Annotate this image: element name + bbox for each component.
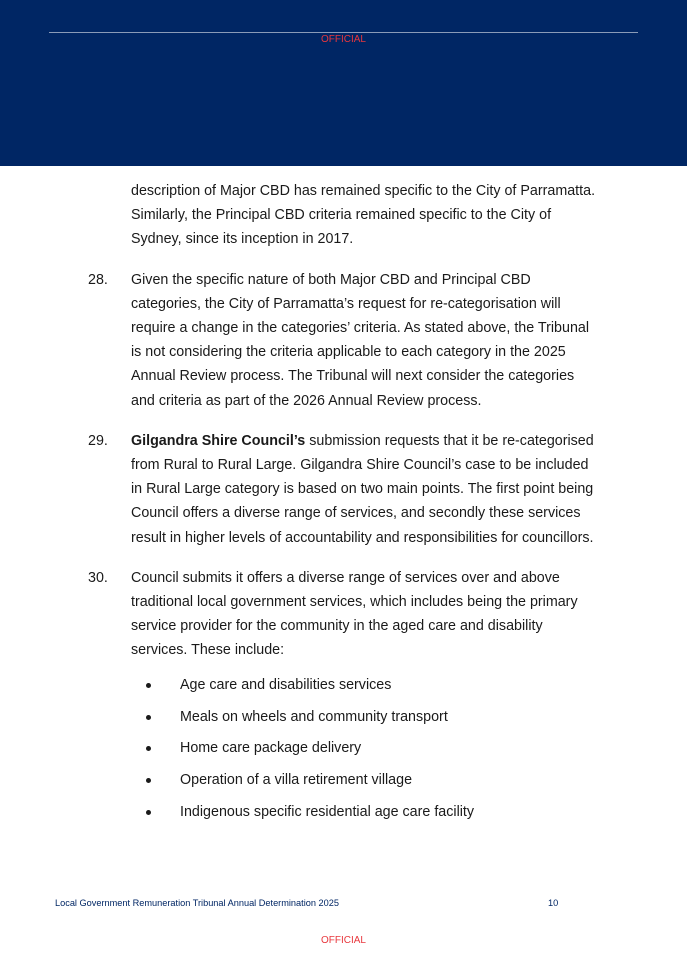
header-band bbox=[0, 0, 687, 166]
bullet-icon bbox=[146, 683, 151, 688]
bullet-icon bbox=[146, 746, 151, 751]
header-rule bbox=[49, 32, 638, 33]
paragraph-text: Given the specific nature of both Major CBD and Principal CBD categories, the City of Parramatta’s request for re-categorisation will require a change in the categories’ criteria. As stated above, the Tribunal is not considering the criteria applicable to each category in the 2025 Annual Review process. The Tribunal will next consider the categories and criteria as part of the 2026 Annual Review process. bbox=[131, 271, 590, 409]
paragraph-30 bbox=[88, 566, 601, 663]
list-item: Operation of a villa retirement village bbox=[131, 768, 601, 792]
list-item: Home care package delivery bbox=[131, 736, 601, 760]
paragraph-text: submission requests that it be re-categorised from Rural to Rural Large. Gilgandra Shire Council’s case to be included in Rural Large category is based on two main points. The first point being Council offers a diverse range of services, and secondly these services result in higher levels of accountability and responsibilities for councillors. bbox=[131, 432, 594, 546]
intro-paragraph: description of Major CBD has remained specific to the City of Parramatta. Similarly, the Principal CBD criteria remained specific to the City of Sydney, since its inception in 2017. bbox=[131, 183, 596, 248]
page-number: 10 bbox=[548, 898, 559, 908]
paragraph-28 bbox=[88, 268, 601, 413]
paragraph-number: 29. bbox=[88, 432, 108, 449]
bullet-icon bbox=[146, 715, 151, 720]
document-body bbox=[88, 179, 601, 832]
footer-title: Local Government Remuneration Tribunal Annual Determination 2025 bbox=[55, 898, 339, 908]
classification-label-bottom: OFFICIAL bbox=[320, 935, 366, 946]
paragraph-text: Council submits it offers a diverse range of services over and above traditional local government services, which includes being the primary service provider for the community in the aged care and disability services. These include: bbox=[131, 569, 578, 659]
bullet-icon bbox=[146, 778, 151, 783]
paragraph-29 bbox=[88, 429, 601, 550]
list-item: Meals on wheels and community transport bbox=[131, 705, 601, 729]
paragraph-number: 28. bbox=[88, 271, 108, 288]
bullet-icon bbox=[146, 810, 151, 815]
council-name: Gilgandra Shire Council’s bbox=[131, 432, 306, 449]
list-item: Indigenous specific residential age care facility bbox=[131, 800, 601, 824]
paragraph-number: 30. bbox=[88, 569, 108, 586]
services-list bbox=[131, 673, 601, 825]
classification-label-top: OFFICIAL bbox=[320, 34, 366, 45]
list-item: Age care and disabilities services bbox=[131, 673, 601, 697]
